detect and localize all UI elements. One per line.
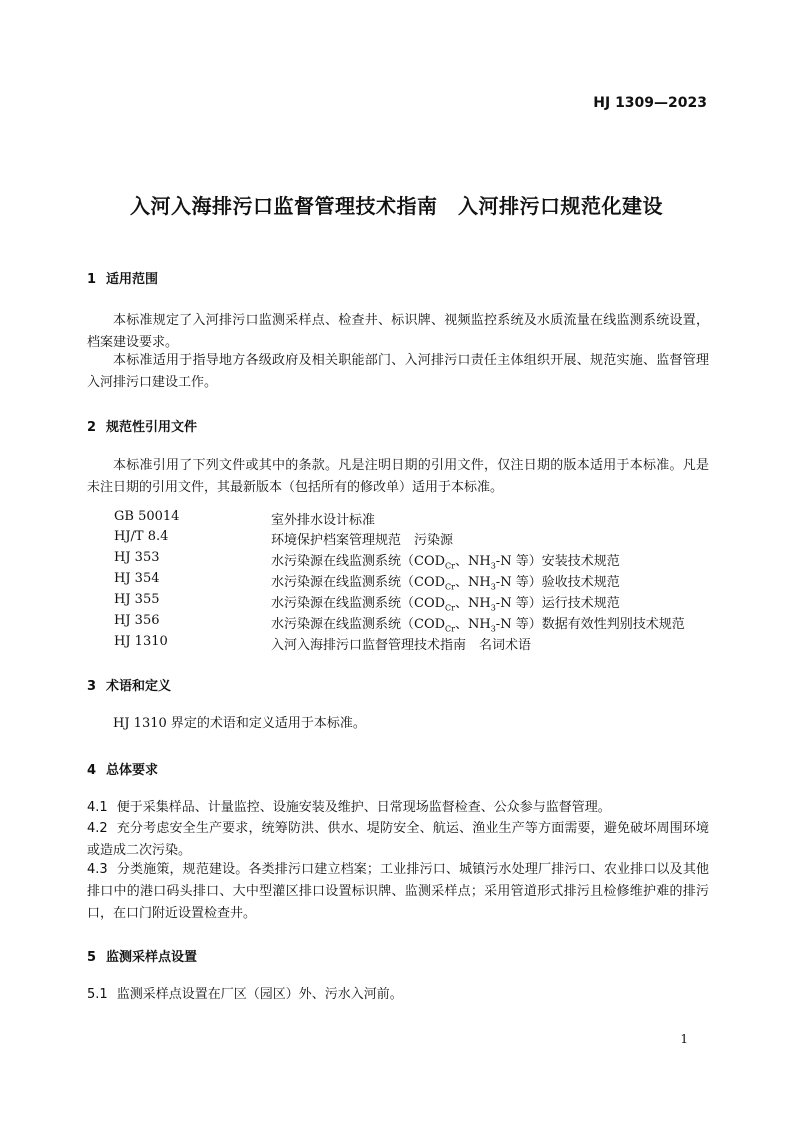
reference-code: HJ/T 8.4 — [114, 529, 169, 544]
section-heading-2 — [87, 416, 197, 435]
section-heading-1 — [87, 268, 158, 287]
section-title: 监测采样点设置 — [106, 950, 198, 965]
clause-text: 充分考虑安全生产要求，统筹防洪、供水、堤防安全、航运、渔业生产等方面需要，避免破坏周围环境或造成二次污染。 — [87, 821, 709, 858]
section-number: 2 — [87, 420, 97, 435]
reference-code: HJ 354 — [114, 571, 160, 586]
standard-number: HJ 1309—2023 — [593, 95, 707, 111]
reference-code: GB 50014 — [114, 509, 180, 524]
reference-name: 入河入海排污口监督管理技术指南 名词术语 — [271, 638, 532, 653]
clause-text: 便于采集样品、计量监控、设施安装及维护、日常现场监督检查、公众参与监督管理。 — [116, 800, 611, 815]
clause-text: 监测采样点设置在厂区（园区）外、污水入河前。 — [116, 987, 403, 1002]
section-title: 适用范围 — [106, 272, 159, 287]
section-title: 总体要求 — [106, 763, 159, 778]
clause-4-1 — [87, 797, 709, 819]
scope-paragraph-2: 本标准适用于指导地方各级政府及相关职能部门、入河排污口责任主体组织开展、规范实施、监督管理入河排污口建设工作。 — [87, 353, 709, 390]
section-heading-4 — [87, 759, 158, 778]
scope-paragraph-1: 本标准规定了入河排污口监测采样点、检查井、标识牌、视频监控系统及水质流量在线监测系统设置，档案建设要求。 — [87, 313, 709, 350]
section-heading-3 — [87, 675, 171, 694]
reference-name: 水污染源在线监测系统（$COD_{Cr}$、$NH_3-N$ 等）安装技术规范 — [271, 554, 620, 571]
clause-number: 4.1 — [87, 800, 108, 815]
section-title: 术语和定义 — [106, 679, 172, 694]
reference-name: 环境保护档案管理规范 污染源 — [271, 533, 454, 548]
reference-code: HJ 353 — [114, 550, 160, 565]
reference-name: 室外排水设计标准 — [271, 513, 376, 528]
section-title: 规范性引用文件 — [106, 420, 198, 435]
clause-number: 5.1 — [87, 987, 108, 1002]
reference-name: 水污染源在线监测系统（$COD_{Cr}$、$NH_3-N$ 等）数据有效性判别技术规范 — [271, 617, 685, 634]
normative-intro: 本标准引用了下列文件或其中的条款。凡是注明日期的引用文件，仅注日期的版本适用于本标准。凡是未注日期的引用文件，其最新版本（包括所有的修改单）适用于本标准。 — [87, 458, 709, 495]
document-title: 入河入海排污口监督管理技术指南 入河排污口规范化建设 — [130, 194, 663, 218]
clause-text: 分类施策，规范建设。各类排污口建立档案；工业排污口、城镇污水处理厂排污口、农业排口以及其他排口中的港口码头排口、大中型灌区排口设置标识牌、监测采样点；采用管道形式排污且检修维护难的排污口，在口门附近设置检查井。 — [87, 862, 709, 921]
reference-code: HJ 355 — [114, 592, 160, 607]
clause-4-2 — [87, 818, 709, 862]
section-heading-5 — [87, 946, 197, 965]
section-number: 3 — [87, 679, 97, 694]
clause-4-3 — [87, 859, 709, 925]
reference-name: 水污染源在线监测系统（$COD_{Cr}$、$NH_3-N$ 等）验收技术规范 — [271, 575, 620, 592]
terms-paragraph: HJ 1310 界定的术语和定义适用于本标准。 — [113, 716, 366, 731]
page-number: 1 — [680, 1032, 688, 1046]
clause-number: 4.3 — [87, 862, 108, 877]
clause-5-1 — [87, 984, 709, 1006]
clause-number: 4.2 — [87, 821, 108, 836]
reference-code: HJ 356 — [114, 613, 160, 628]
section-number: 5 — [87, 950, 97, 965]
section-number: 4 — [87, 763, 97, 778]
section-number: 1 — [87, 272, 97, 287]
reference-code: HJ 1310 — [114, 634, 168, 649]
reference-name: 水污染源在线监测系统（$COD_{Cr}$、$NH_3-N$ 等）运行技术规范 — [271, 596, 620, 613]
